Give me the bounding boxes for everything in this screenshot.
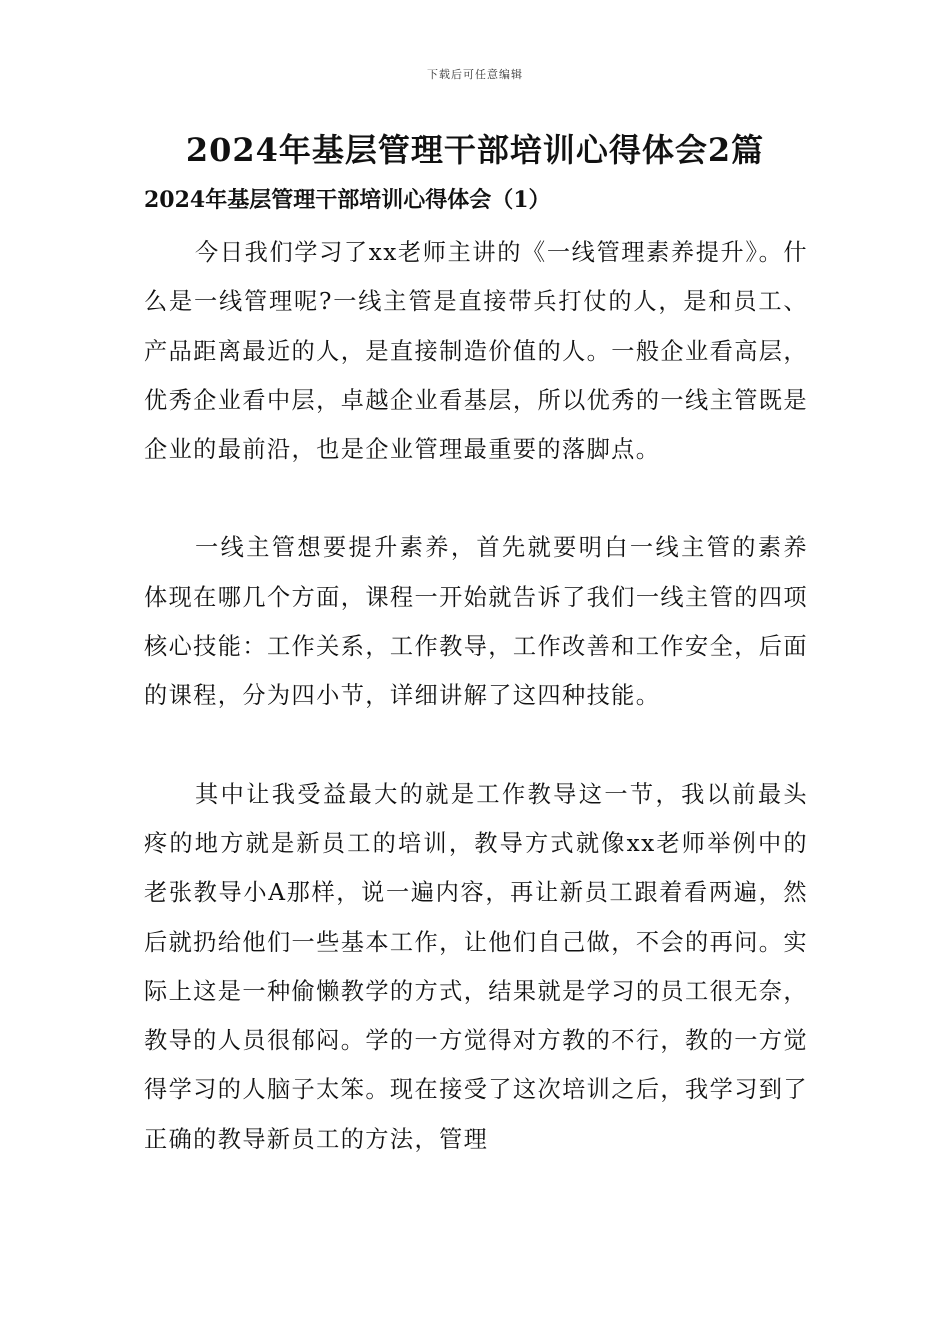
section-subtitle: 2024年基层管理干部培训心得体会（1）: [144, 187, 551, 213]
header-note: 下载后可任意编辑: [427, 68, 523, 81]
paragraph-2: 一线主管想要提升素养，首先就要明白一线主管的素养体现在哪几个方面，课程一开始就告诉了我们一线主管的四项核心技能：工作关系，工作教导，工作改善和工作安全，后面的课程，分为四小节，详细讲解了这四种技能。: [144, 534, 808, 710]
document-body: [144, 228, 808, 1213]
paragraph-3: 其中让我受益最大的就是工作教导这一节，我以前最头疼的地方就是新员工的培训，教导方式就像xx老师举例中的老张教导小A那样，说一遍内容，再让新员工跟着看两遍，然后就扔给他们一些基本工作，让他们自己做，不会的再问。实际上这是一种偷懒教学的方式，结果就是学习的员工很无奈，教导的人员很郁闷。学的一方觉得对方教的不行，教的一方觉得学习的人脑子太笨。现在接受了这次培训之后，我学习到了正确的教导新员工的方法，管理: [144, 780, 808, 1153]
document-title: 2024年基层管理干部培训心得体会2篇: [185, 131, 765, 169]
paragraph-1: 今日我们学习了xx老师主讲的《一线管理素养提升》。什么是一线管理呢?一线主管是直接带兵打仗的人，是和员工、产品距离最近的人，是直接制造价值的人。一般企业看高层，优秀企业看中层，卓越企业看基层，所以优秀的一线主管既是企业的最前沿，也是企业管理最重要的落脚点。: [144, 239, 808, 464]
